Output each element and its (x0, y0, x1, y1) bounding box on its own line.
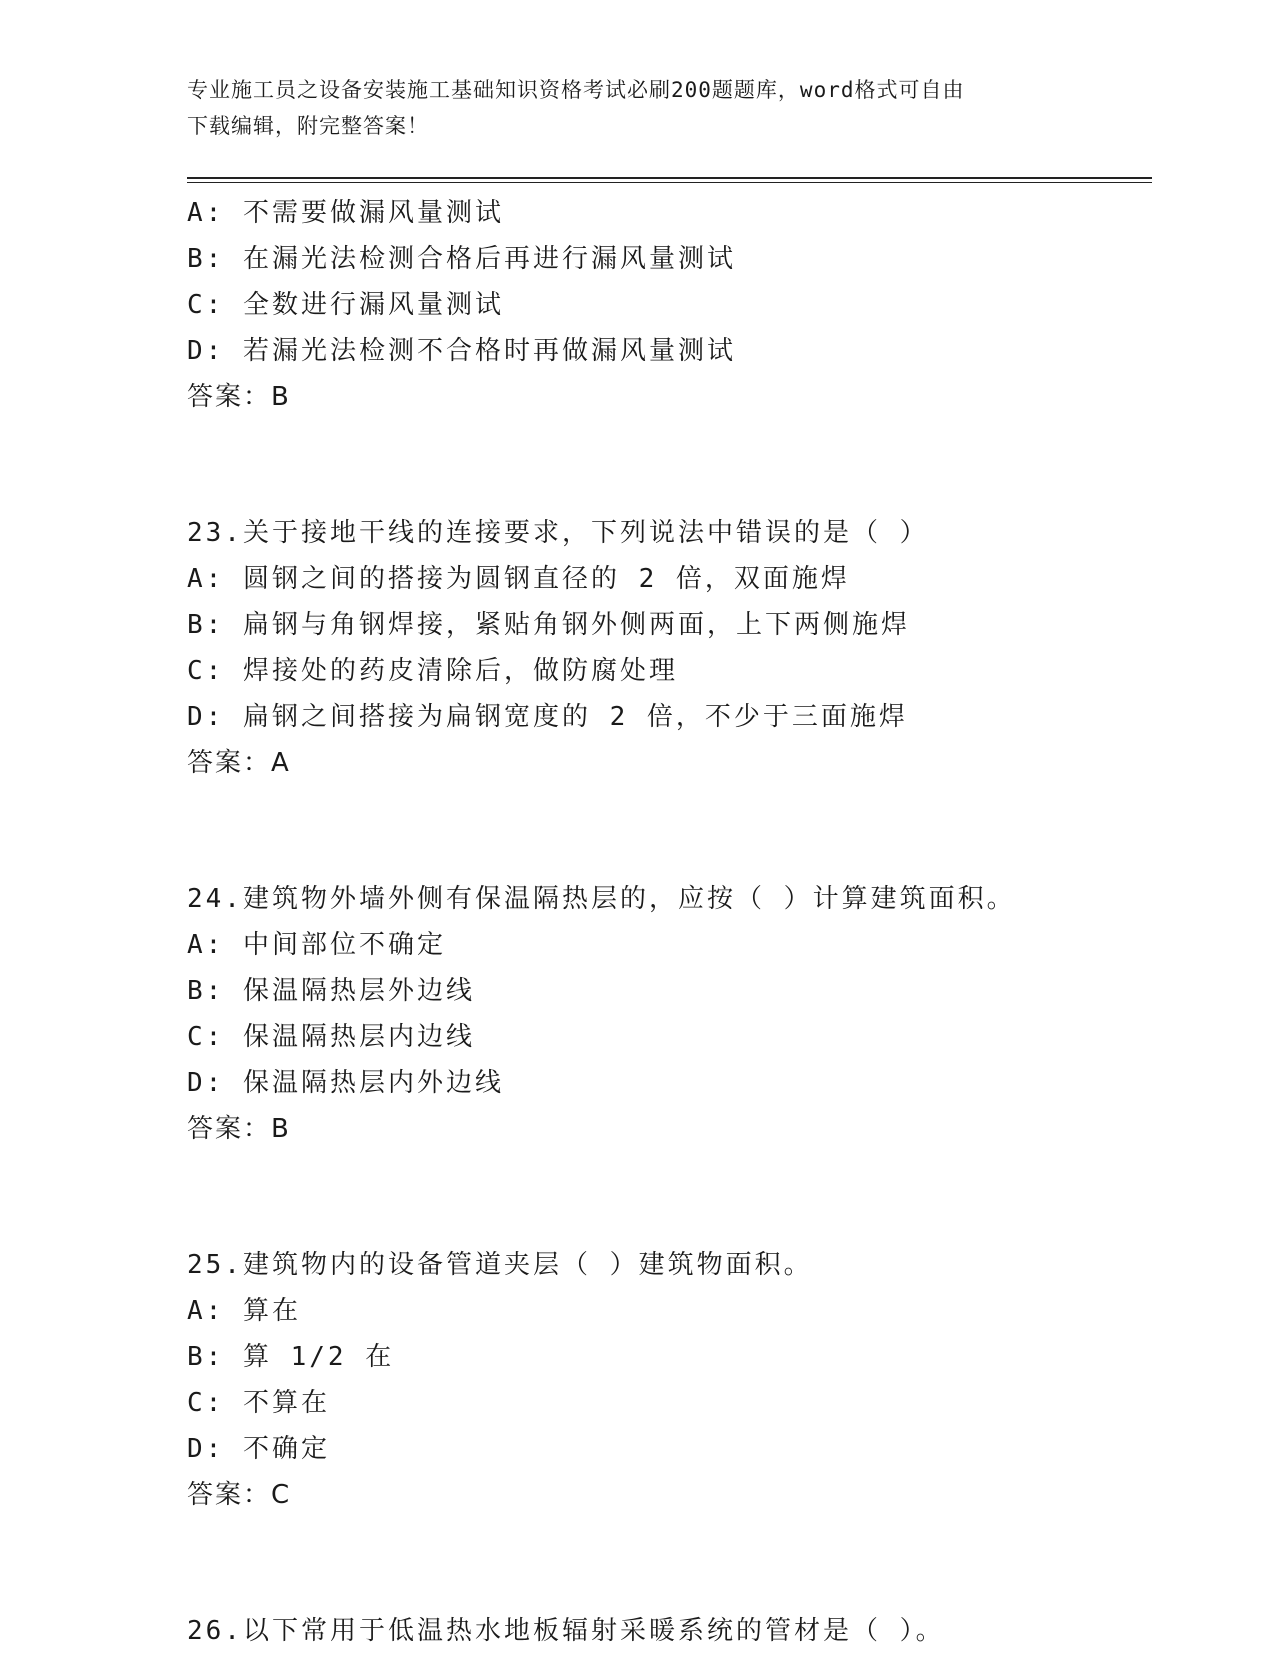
question-23 (187, 510, 1152, 786)
option-c: C: 不算在 (187, 1388, 330, 1418)
option-c: C: 焊接处的药皮清除后，做防腐处理 (187, 656, 678, 686)
option-a: A: 不需要做漏风量测试 (187, 198, 504, 228)
option-a: A: 圆钢之间的搭接为圆钢直径的 2 倍，双面施焊 (187, 564, 850, 594)
option-b: B: 扁钢与角钢焊接，紧贴角钢外侧两面，上下两侧施焊 (187, 610, 910, 640)
answer: 答案：B (187, 382, 291, 412)
question-25 (187, 1242, 1152, 1518)
question-text: 26.以下常用于低温热水地板辐射采暖系统的管材是（ ）。 (187, 1616, 945, 1646)
header-divider-thin (187, 182, 1152, 183)
answer: 答案：C (187, 1480, 292, 1510)
question-22 (187, 190, 1152, 420)
question-list (187, 190, 1152, 1654)
header-divider-thick (187, 177, 1152, 179)
header-line-1: 专业施工员之设备安装施工基础知识资格考试必刷200题题库，word格式可自由 (187, 78, 965, 102)
answer: 答案：B (187, 1114, 291, 1144)
answer: 答案：A (187, 748, 291, 778)
question-24 (187, 876, 1152, 1152)
option-c: C: 保温隔热层内边线 (187, 1022, 475, 1052)
question-text: 25.建筑物内的设备管道夹层（ ）建筑物面积。 (187, 1250, 813, 1280)
document-header (187, 72, 1067, 144)
option-d: D: 扁钢之间搭接为扁钢宽度的 2 倍，不少于三面施焊 (187, 702, 908, 732)
option-d: D: 保温隔热层内外边线 (187, 1068, 504, 1098)
option-d: D: 不确定 (187, 1434, 330, 1464)
option-a: A: 中间部位不确定 (187, 930, 446, 960)
question-26 (187, 1608, 1152, 1654)
option-b: B: 保温隔热层外边线 (187, 976, 475, 1006)
option-b: B: 在漏光法检测合格后再进行漏风量测试 (187, 244, 736, 274)
option-d: D: 若漏光法检测不合格时再做漏风量测试 (187, 336, 736, 366)
option-b: B: 算 1/2 在 (187, 1342, 395, 1372)
option-c: C: 全数进行漏风量测试 (187, 290, 504, 320)
header-line-2: 下载编辑，附完整答案！ (187, 114, 429, 138)
question-text: 24.建筑物外墙外侧有保温隔热层的，应按（ ）计算建筑面积。 (187, 884, 1016, 914)
option-a: A: 算在 (187, 1296, 301, 1326)
question-text: 23.关于接地干线的连接要求，下列说法中错误的是（ ） (187, 518, 929, 548)
